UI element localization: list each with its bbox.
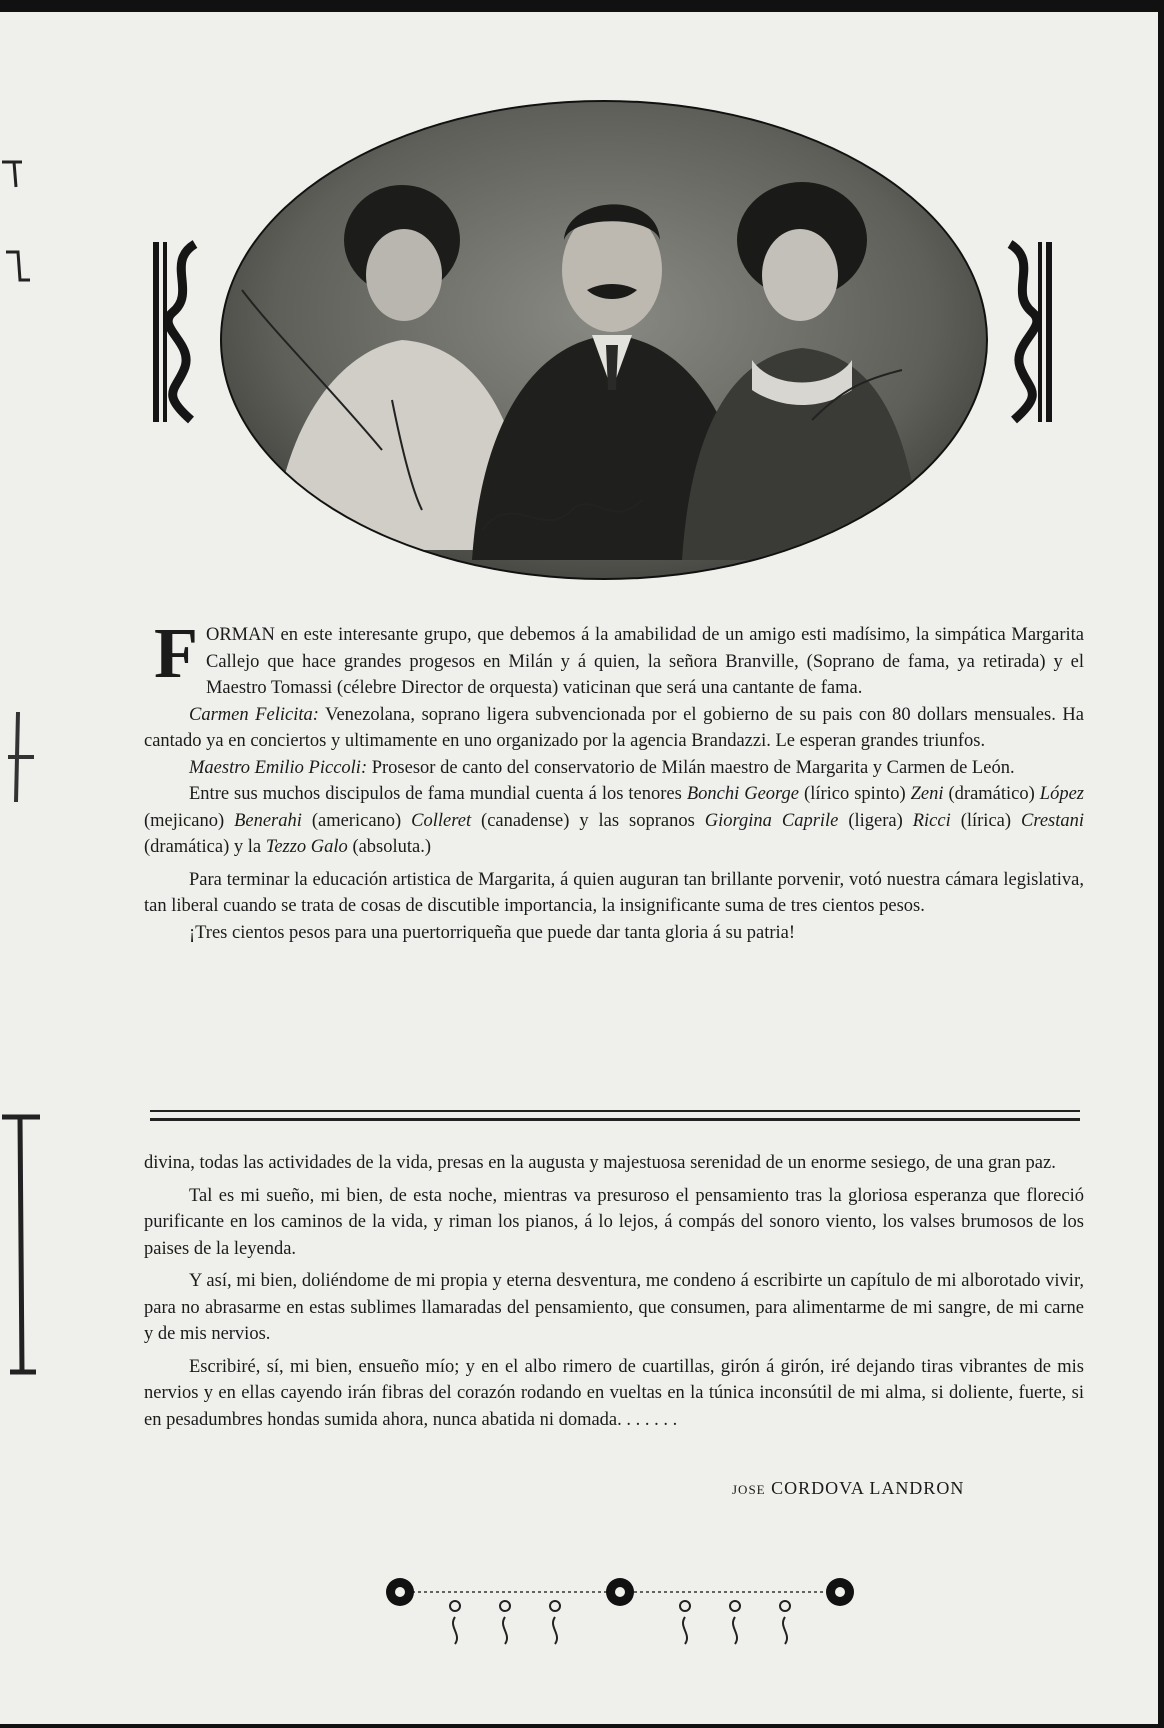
student-name: Bonchi George: [686, 784, 800, 804]
left-scroll-ornament-icon: [145, 232, 203, 432]
student-note: (dramática) y la: [144, 837, 266, 857]
body-para-2: Tal es mi sueño, mi bien, de esta noche, mientras va presuroso el pensamiento tras la gloriosa esperanza que floreció purificante en los caminos de la vida, y riman los pianos, á lo lejos, á compás del sonoro viento, los valses brumosos de los paises de la leyenda.: [144, 1185, 1084, 1259]
student-note: (dramático): [943, 784, 1040, 804]
student-name: Giorgina Caprile: [704, 810, 839, 831]
student-note: (lírico spinto): [799, 784, 911, 804]
caption-para-1: ORMAN en este interesante grupo, que debemos á la amabilidad de un amigo esti madísimo, la simpática Margarita Callejo que hace grandes progesos en Milán y á quien, la señora Branville, (Soprano de fama, ya retirada) y el Maestro Tomassi (célebre Director de orquesta) vaticinan que será una cantante de fama.: [205, 625, 1084, 698]
student-name: Benerahi: [234, 810, 302, 831]
binding-stitches: [0, 12, 42, 1724]
exclamation: ¡Tres cientos pesos para una puertorriqueña que puede dar tanta gloria á su patria!: [189, 922, 796, 943]
student-note: (ligera): [838, 810, 913, 831]
dropcap-letter: F: [154, 613, 198, 693]
carmen-name: Carmen Felicita:: [189, 704, 319, 725]
students-intro: Entre sus muchos discipulos de fama mundial cuenta á los tenores: [189, 784, 687, 804]
carmen-text: Venezolana, soprano ligera subvencionada por el gobierno de su pais con 80 dollars mensuales. Ha cantado ya en conciertos y ultimamente en uno organizado por la agencia Brandazzi. Le esperan grandes triunfos.: [144, 704, 1084, 751]
body-para-4: Escribiré, sí, mi bien, ensueño mío; y en el albo rimero de cuartillas, girón á girón, iré dejando tiras vibrantes de mis nervios y en ellas cayendo irán fibras del corazón rodando en vueltas en la túnica inconsútil de mi alma, si doliente, fuerte, si en pesadumbres hondas sumida ahora, nunca abatida ni domada. . . . . . .: [144, 1356, 1084, 1430]
student-note: (lírica): [950, 810, 1021, 831]
author-signature: [732, 1478, 964, 1499]
student-note: (absoluta.): [347, 837, 432, 857]
body-para-1: divina, todas las actividades de la vida, presas en la augusta y majestuosa serenidad de un enorme sesiego, de una gran paz.: [144, 1153, 1056, 1173]
student-note: (mejicano): [144, 810, 235, 831]
student-name: Zeni: [910, 784, 944, 804]
divider-rule-top: [150, 1110, 1080, 1112]
student-name: López: [1039, 784, 1084, 804]
students-paragraph: [144, 781, 1084, 861]
student-name: Ricci: [912, 810, 951, 831]
student-name: Colleret: [411, 810, 472, 831]
body-para-3: Y así, mi bien, doliéndome de mi propia y eterna desventura, me condeno á escribirte un capítulo de mi alborotado vivir, para no abrasarme en estas sublimes llamaradas del pensamiento, que consumen, para alimentarme de mi sangre, de mi carne y de mis nervios.: [144, 1271, 1084, 1344]
magazine-page: [0, 12, 1158, 1724]
signature-name: CORDOVA LANDRON: [771, 1478, 965, 1498]
student-name: Crestani: [1020, 810, 1085, 831]
maestro-text: Prosesor de canto del conservatorio de Milán maestro de Margarita y Carmen de León.: [367, 757, 1015, 778]
final-paragraph: Para terminar la educación artistica de Margarita, á quien auguran tan brillante porvenir, votó nuestra cámara legislativa, tan liberal cuando se trata de cosas de discutible importancia, la insignificante suma de tres cientos pesos.: [144, 869, 1084, 916]
student-name: Tezzo Galo: [265, 837, 348, 857]
photo-caption: [144, 613, 1085, 946]
body-text: [144, 1150, 1084, 1433]
maestro-name: Maestro Emilio Piccoli:: [189, 757, 368, 778]
divider-rule-bottom: [150, 1118, 1080, 1121]
student-note: (canadense) y las sopranos: [471, 810, 705, 831]
bottom-ornament-icon: [370, 1572, 870, 1652]
portrait-photo: [212, 90, 997, 590]
student-note: (americano): [301, 810, 412, 831]
signature-prefix: JOSE: [732, 1482, 766, 1497]
right-scroll-ornament-icon: [1002, 232, 1060, 432]
